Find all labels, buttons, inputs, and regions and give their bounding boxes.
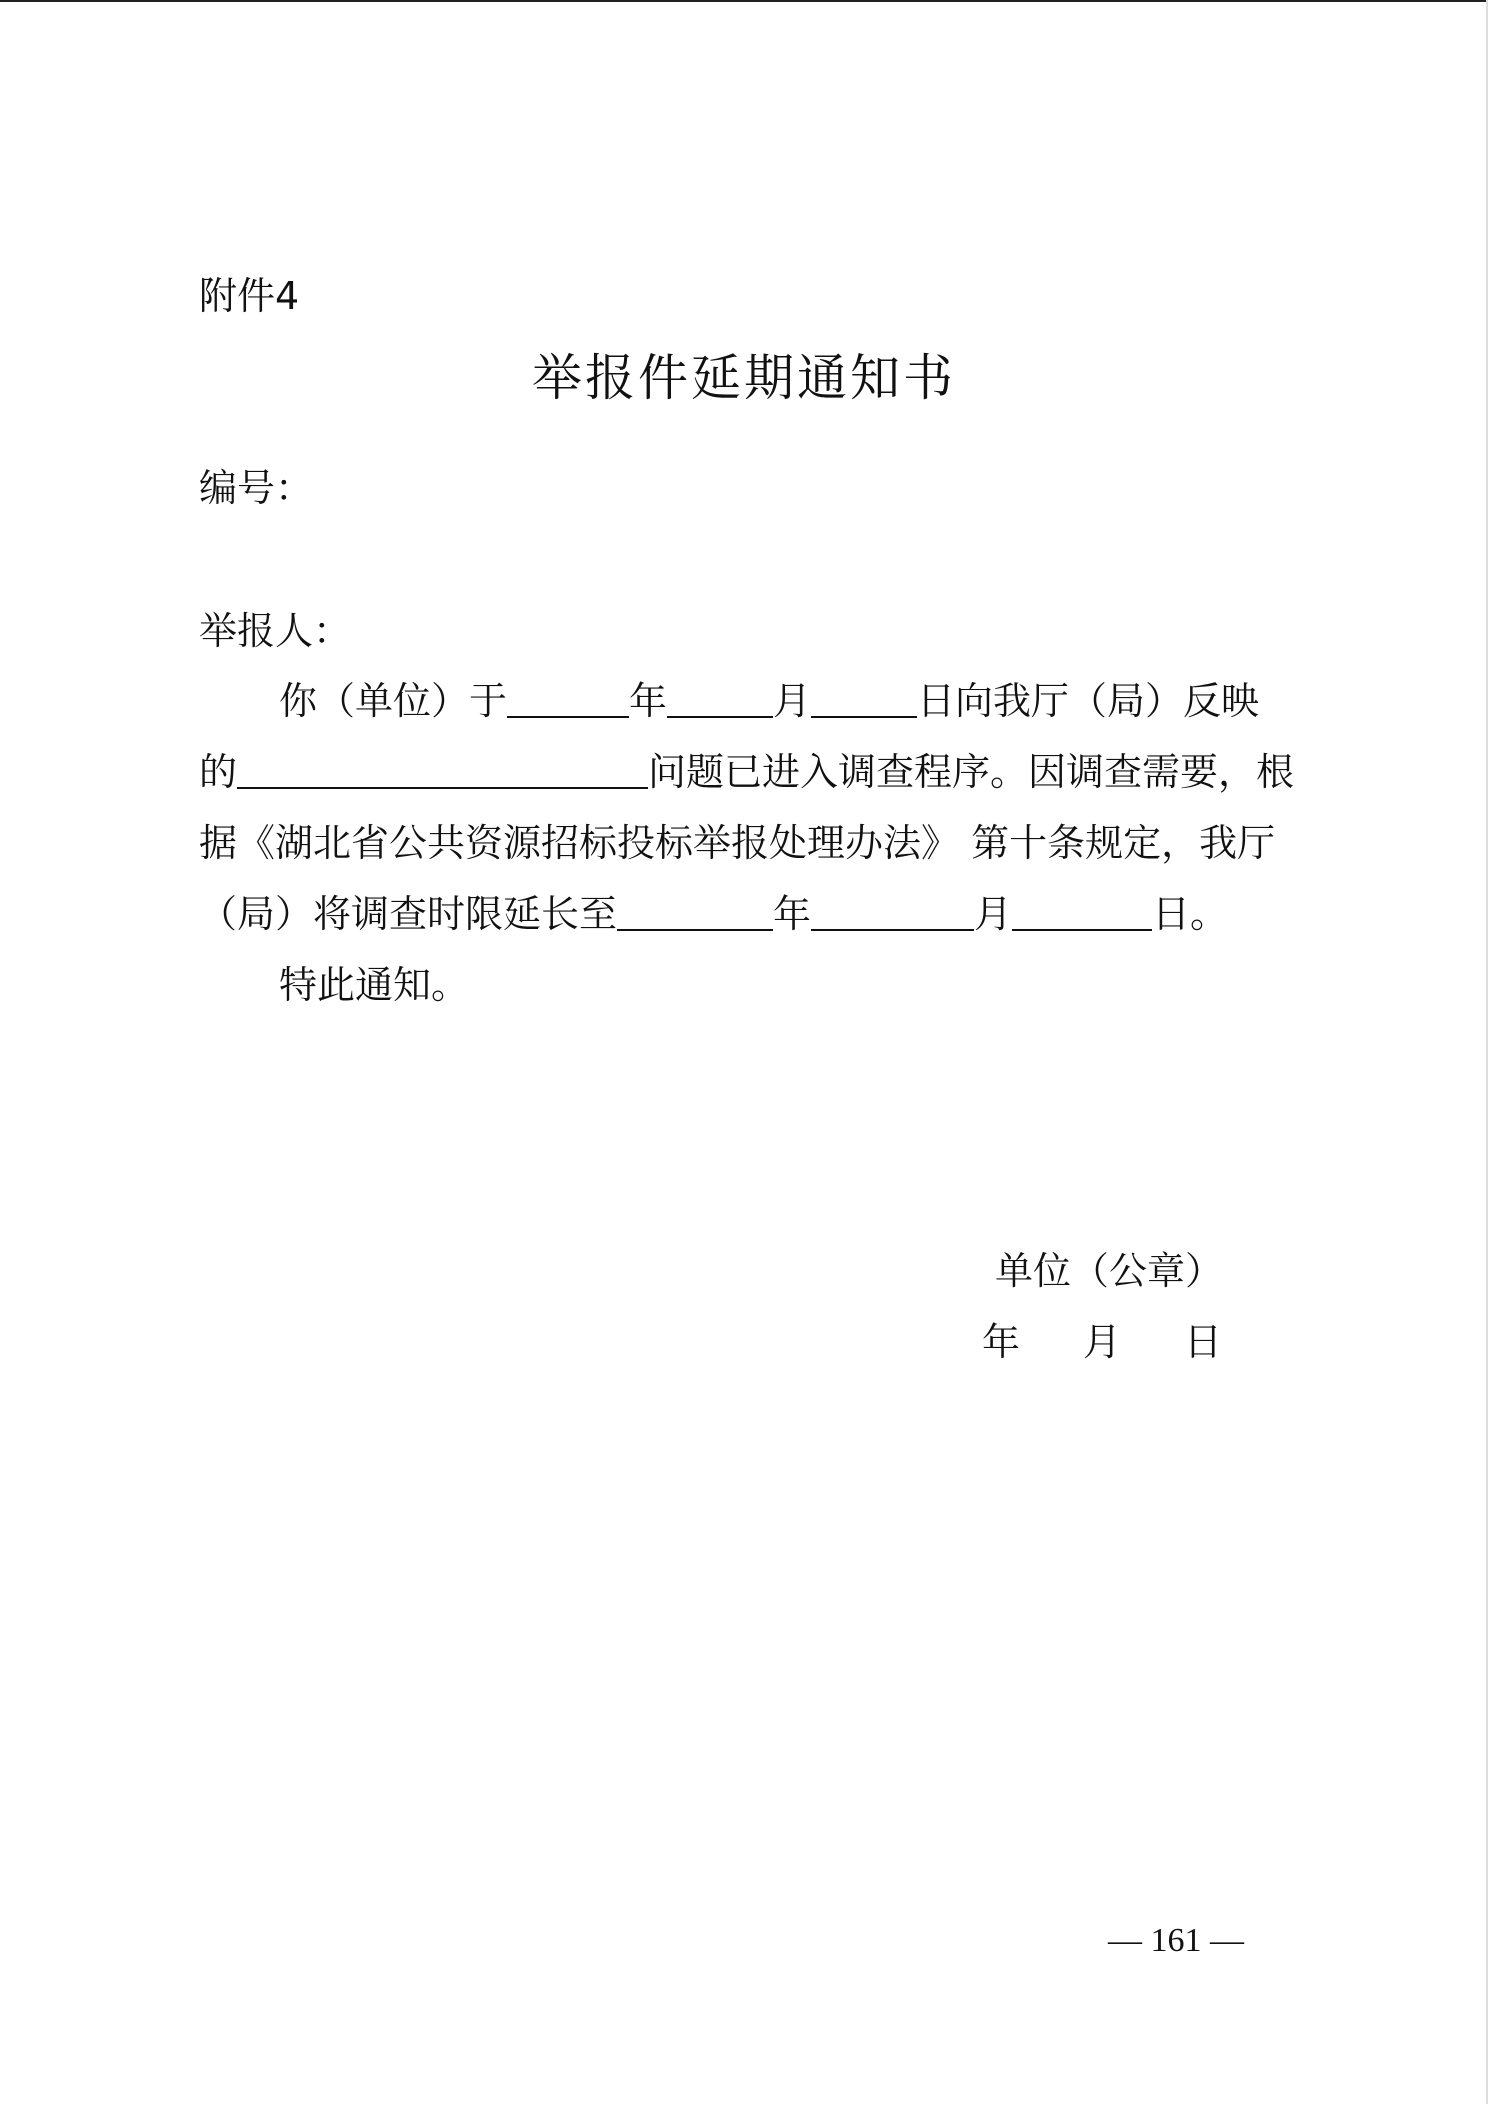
signature-month: 月 xyxy=(1083,1320,1122,1364)
paragraph-line-3: 据《湖北省公共资源招标投标举报处理办法》 第十条规定，我厅 xyxy=(199,821,1276,865)
document-title: 举报件延期通知书 xyxy=(532,349,956,407)
page-number: — 161 — xyxy=(1108,1922,1244,1959)
paragraph-line-2: 的 问题已进入调查程序。因调查需要，根 xyxy=(199,750,1295,794)
issue-blank xyxy=(237,753,648,789)
extend-day-blank xyxy=(1012,895,1152,931)
signature-unit: 单位（公章） xyxy=(995,1249,1224,1293)
paragraph-line-4: （局）将调查时限延长至 年 月 日。 xyxy=(199,892,1229,936)
day-blank xyxy=(811,682,917,718)
reporter-label: 举报人： xyxy=(199,609,352,653)
extend-month-blank xyxy=(811,895,974,931)
signature-day: 日 xyxy=(1184,1320,1223,1364)
attachment-label: 附件4 xyxy=(199,274,300,318)
month-blank xyxy=(667,682,773,718)
top-border xyxy=(0,0,1488,2)
signature-year: 年 xyxy=(982,1320,1021,1364)
paragraph-line-1: 你（单位）于 年 月 日向我厅（局）反映 xyxy=(279,679,1260,723)
extend-year-blank xyxy=(617,895,773,931)
closing-text: 特此通知。 xyxy=(279,963,470,1007)
year-blank xyxy=(507,682,629,718)
number-label: 编号： xyxy=(199,466,314,510)
